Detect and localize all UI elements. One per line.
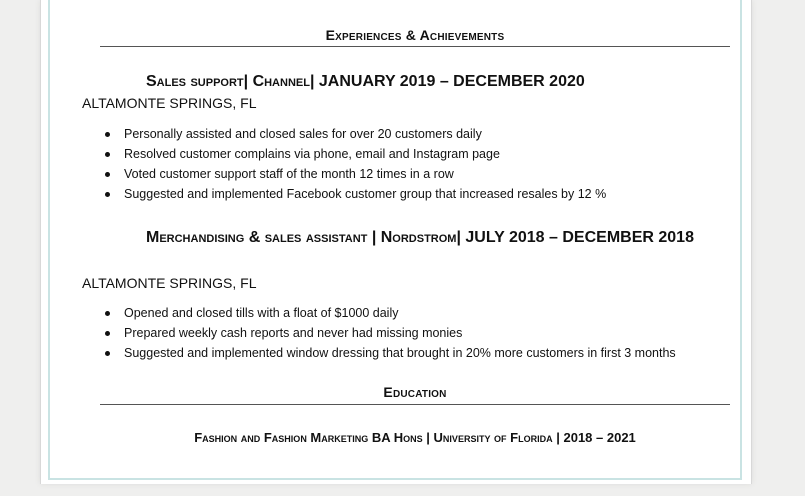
separator: |: [422, 430, 434, 445]
education-dates: 2018 – 2021: [563, 430, 636, 445]
separator: |: [367, 229, 381, 246]
job-1-bullets: [82, 124, 606, 204]
education-heading-rule: [100, 404, 730, 405]
education-section-heading: Education: [383, 384, 447, 400]
list-item: Prepared weekly cash reports and never had missing monies: [82, 323, 676, 343]
list-item: Personally assisted and closed sales for over 20 customers daily: [82, 124, 606, 144]
job-title: Sales support: [146, 73, 244, 90]
job-dates: JANUARY 2019 – DECEMBER 2020: [318, 73, 585, 90]
separator: |: [456, 229, 466, 246]
separator: |: [309, 73, 319, 90]
list-item: Suggested and implemented Facebook customer group that increased resales by 12 %: [82, 184, 606, 204]
education-degree: Fashion and Fashion Marketing BA Hons: [194, 430, 423, 445]
list-item: Resolved customer complains via phone, email and Instagram page: [82, 144, 606, 164]
list-item: Voted customer support staff of the month 12 times in a row: [82, 164, 606, 184]
job-company: Channel: [252, 73, 310, 90]
job-company: Nordstrom: [380, 229, 457, 246]
education-school: University of Florida: [433, 430, 553, 445]
job-location: ALTAMONTE SPRINGS, FL: [82, 275, 257, 291]
job-title-line-1: [146, 70, 726, 93]
job-2-bullets: [82, 303, 676, 363]
experience-heading-rule: [100, 46, 730, 47]
separator: |: [243, 73, 253, 90]
job-dates: JULY 2018 – DECEMBER 2018: [465, 229, 694, 246]
job-title: Merchandising & sales assistant: [146, 229, 368, 246]
list-item: Opened and closed tills with a float of $1000 daily: [82, 303, 676, 323]
education-entry: [100, 430, 730, 445]
list-item: Suggested and implemented window dressing that brought in 20% more customers in first 3 months: [82, 343, 676, 363]
experience-section-heading: Experiences & Achievements: [325, 27, 505, 43]
separator: |: [552, 430, 564, 445]
job-title-line-2: [146, 226, 716, 249]
job-location: ALTAMONTE SPRINGS, FL: [82, 95, 257, 111]
